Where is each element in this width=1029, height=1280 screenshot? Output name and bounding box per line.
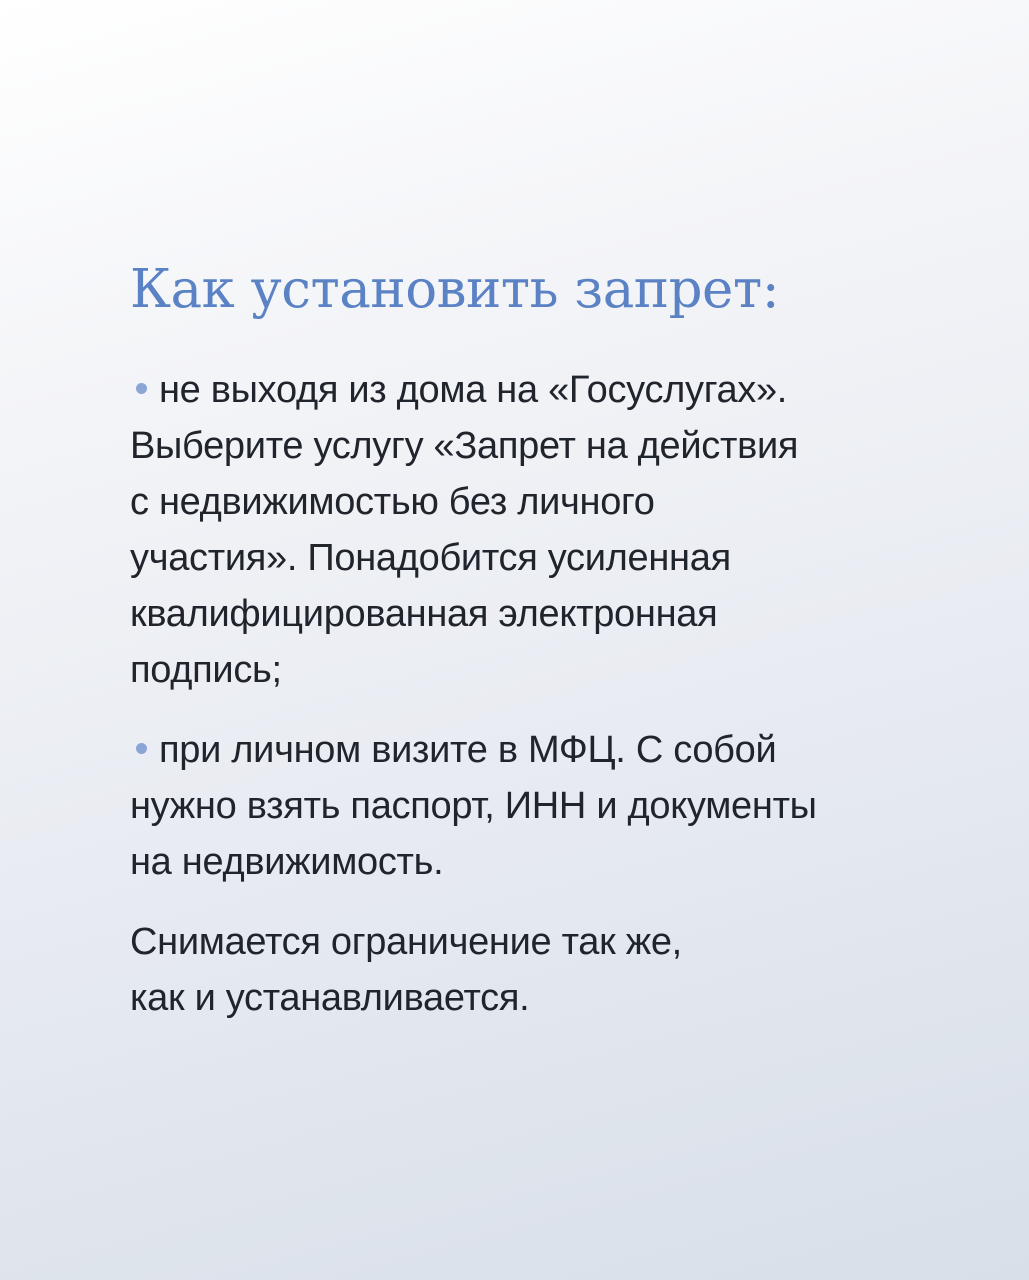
bullet-dot-icon (136, 743, 147, 754)
bullet-line-text: при личном визите в МФЦ. С собой (159, 729, 777, 771)
bullet-item-online (130, 362, 990, 698)
bullet-line: с недвижимостью без личного (130, 481, 655, 523)
bullet-list (130, 362, 990, 1026)
bullet-line (130, 722, 990, 778)
bullet-line: квалифицированная электронная (130, 593, 718, 635)
bullet-dot-icon (136, 383, 147, 394)
bullet-line: на недвижимость. (130, 841, 444, 883)
bullet-line: нужно взять паспорт, ИНН и документы (130, 785, 817, 827)
bullet-line (130, 362, 990, 418)
bullet-line-text: не выходя из дома на «Госуслугах». (159, 369, 788, 411)
bullet-line: Выберите услугу «Запрет на действия (130, 425, 799, 467)
bullet-item-mfc (130, 722, 990, 890)
closing-line: как и устанавливается. (130, 977, 530, 1019)
closing-paragraph (130, 914, 990, 1026)
bullet-line: подпись; (130, 649, 282, 691)
content-card (130, 258, 990, 1026)
bullet-line: участия». Понадобится усиленная (130, 537, 731, 579)
page-title: Как установить запрет: (130, 259, 780, 320)
closing-line: Снимается ограничение так же, (130, 921, 682, 963)
